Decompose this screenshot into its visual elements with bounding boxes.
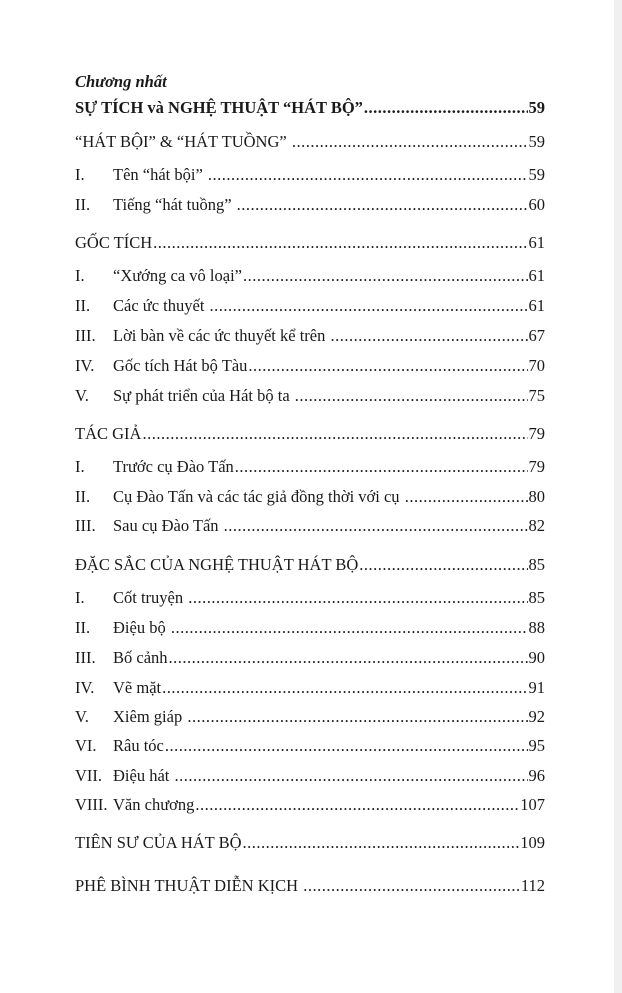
toc-entry-title: Lời bàn về các ức thuyết kể trên [113,326,330,345]
toc-entry[interactable] [75,295,545,317]
toc-entry-title: “HÁT BỘI” & “HÁT TUỒNG” [75,132,291,151]
toc-entry-page: 61 [528,296,545,315]
dot-leader [295,385,528,407]
toc-entry[interactable] [75,486,545,508]
toc-entry-title: Các ức thuyết [113,296,209,315]
toc-entry-title: Điệu hát [113,766,174,785]
toc-entry-number: V. [75,707,89,726]
dot-leader [243,265,528,287]
toc-entry-page: 60 [528,195,545,214]
toc-entry-page: 59 [528,132,545,151]
toc-entry[interactable] [75,131,545,153]
dot-leader [224,515,528,537]
toc-entry-title: Tiếng “hát tuồng” [113,195,236,214]
toc-entry-title: Gốc tích Hát bộ Tàu [113,356,248,375]
toc-entry-page: 79 [528,424,545,443]
toc-entry-number: I. [75,588,85,607]
toc-entry-title: Xiêm giáp [113,707,187,726]
dot-leader [292,131,528,153]
toc-entry-title: Cốt truyện [113,588,188,607]
dot-leader [331,325,528,347]
toc-entry[interactable] [75,97,545,119]
dot-leader [162,677,527,699]
toc-entry[interactable] [75,325,545,347]
toc-entry-page: 75 [528,386,545,405]
toc-entry-page: 67 [528,326,545,345]
toc-entry-title: Tên “hát bội” [113,165,207,184]
dot-leader [171,617,528,639]
toc-entry[interactable] [75,647,545,669]
toc-entry-page: 88 [528,618,545,637]
toc-entry-title: Bố cảnh [113,648,168,667]
toc-entry-title: GỐC TÍCH [75,233,153,252]
dot-leader [165,735,528,757]
toc-entry-page: 82 [528,516,545,535]
toc-entry-title: Điệu bộ [113,618,170,637]
toc-entry[interactable] [75,456,545,478]
toc-entry-title: SỰ TÍCH và NGHỆ THUẬT “HÁT BỘ” [75,98,363,117]
toc-entry-title: PHÊ BÌNH THUẬT DIỄN KỊCH [75,876,303,895]
toc-entry-page: 59 [528,98,545,117]
toc-entry[interactable] [75,265,545,287]
dot-leader [153,232,527,254]
toc-entry-title: TÁC GIẢ [75,424,142,443]
toc-entry-number: VII. [75,766,103,785]
dot-leader [235,456,528,478]
toc-entry[interactable] [75,515,545,537]
dot-leader [243,832,520,854]
toc-entry-page: 85 [528,588,545,607]
toc-entry[interactable] [75,794,545,816]
toc-entry-page: 112 [520,876,545,895]
dot-leader [187,706,527,728]
toc-entry[interactable] [75,194,545,216]
toc-entry-number: III. [75,326,96,345]
toc-entry[interactable] [75,617,545,639]
toc-entry-page: 96 [528,766,545,785]
toc-entry-number: VI. [75,736,97,755]
toc-entry-number: V. [75,386,89,405]
toc-entry[interactable] [75,765,545,787]
toc-entry-title: Sự phát triển của Hát bộ ta [113,386,294,405]
toc-entry-number: II. [75,487,91,506]
toc-entry[interactable] [75,677,545,699]
toc-entry-page: 90 [528,648,545,667]
toc-entry[interactable] [75,735,545,757]
dot-leader [248,355,527,377]
dot-leader [364,97,528,119]
toc-entry-number: II. [75,296,91,315]
toc-entry[interactable] [75,706,545,728]
dot-leader [169,647,528,669]
toc-entry[interactable] [75,875,545,897]
dot-leader [303,875,520,897]
toc-entry-number: II. [75,195,91,214]
toc-entry-page: 80 [528,487,545,506]
toc-entry[interactable] [75,355,545,377]
toc-entry-page: 59 [528,165,545,184]
toc-entry[interactable] [75,832,545,854]
toc-entry-title: Râu tóc [113,736,164,755]
toc-entry-number: I. [75,165,85,184]
dot-leader [188,587,527,609]
toc-entry-page: 79 [528,457,545,476]
toc-entry-page: 107 [520,795,545,814]
toc-entry-page: 91 [528,678,545,697]
dot-leader [142,423,527,445]
toc-entry-page: 61 [528,233,545,252]
toc-entry-title: TIÊN SƯ CỦA HÁT BỘ [75,833,242,852]
dot-leader [405,486,528,508]
toc-entry-number: I. [75,457,85,476]
dot-leader [174,765,527,787]
chapter-label: Chương nhất [75,72,167,91]
dot-leader [359,554,527,576]
toc-entry[interactable] [75,385,545,407]
toc-entry-title: ĐẶC SẮC CỦA NGHỆ THUẬT HÁT BỘ [75,555,359,574]
toc-entry-number: II. [75,618,91,637]
toc-entry-number: VIII. [75,795,108,814]
toc-entry-number: IV. [75,356,95,375]
toc-entry-number: IV. [75,678,95,697]
toc-entry-title: Cụ Đào Tấn và các tác giả đồng thời với cụ [113,487,404,506]
toc-entry-page: 92 [528,707,545,726]
toc-entry-title: Văn chương [113,795,195,814]
toc-entry[interactable] [75,554,545,576]
page-edge [614,0,622,993]
toc-entry[interactable] [75,232,545,254]
toc-entry-number: I. [75,266,85,285]
toc-entry-page: 85 [528,555,545,574]
toc-entry-number: III. [75,516,96,535]
toc-entry-page: 61 [528,266,545,285]
toc-entry[interactable] [75,423,545,445]
dot-leader [210,295,528,317]
toc-entry-page: 95 [528,736,545,755]
toc-entry-number: III. [75,648,96,667]
toc-entry[interactable] [75,164,545,186]
toc-entry[interactable] [75,587,545,609]
dot-leader [208,164,528,186]
toc-entry-title: Vẽ mặt [113,678,162,697]
toc-entry-title: Trước cụ Đào Tấn [113,457,234,476]
dot-leader [195,794,519,816]
toc-entry-page: 70 [528,356,545,375]
dot-leader [237,194,528,216]
toc-entry-page: 109 [520,833,545,852]
toc-entry-title: “Xướng ca vô loại” [113,266,242,285]
toc-entry-title: Sau cụ Đào Tấn [113,516,223,535]
